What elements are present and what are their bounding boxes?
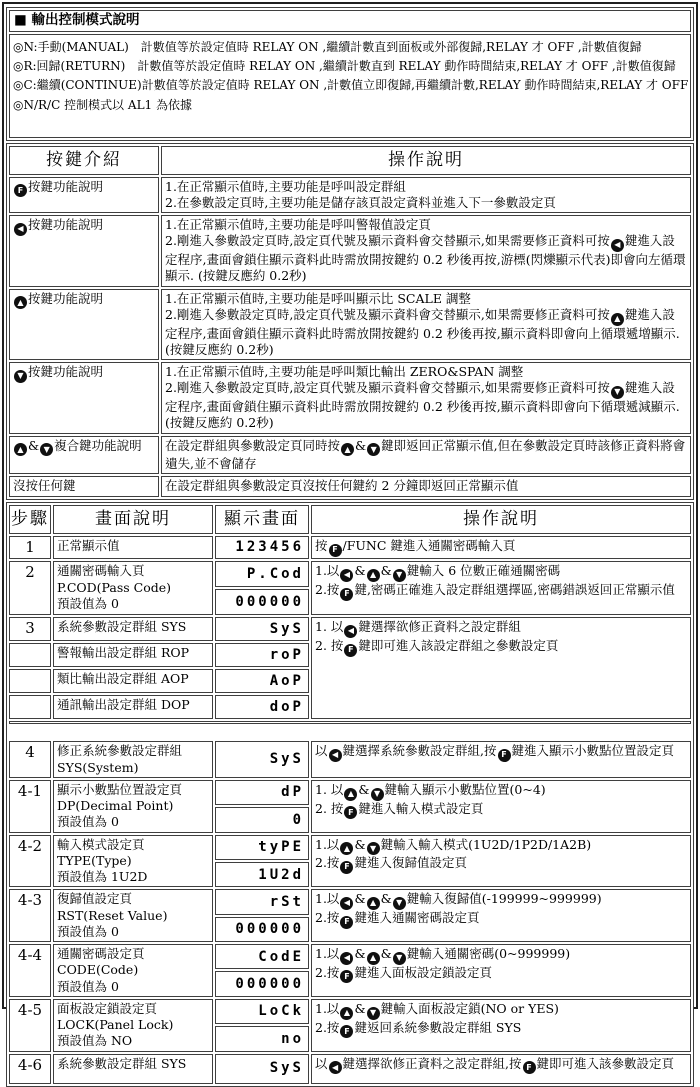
operation-description: 1.以 ◀ & ▲ & ▼ 鍵輸入復歸值(-199999~999999) 2.按 F 鍵進入通關密碼設定頁 (311, 889, 691, 942)
up-key-icon: ▲ (341, 443, 354, 456)
display-stack (215, 999, 309, 1052)
left-key-icon: ◀ (14, 223, 27, 236)
table-separator (9, 721, 691, 724)
down-key-icon: ▼ (611, 386, 624, 399)
output-mode-body (9, 34, 691, 138)
seven-segment-display: P.Cod (215, 561, 309, 587)
output-mode-line-return: ◎R:回歸(RETURN) 計數值等於設定值時 RELAY ON ,繼續計數直到 RELAY 動作時間結束,RELAY 才 OFF ,計數值復歸 (13, 58, 676, 73)
key-label-down: ▼ 按鍵功能說明 (9, 362, 159, 433)
up-key-icon: ▲ (611, 313, 624, 326)
step-number-empty (9, 695, 51, 719)
step-number: 4 (9, 741, 51, 778)
seven-segment-display: SyS (215, 617, 309, 641)
func-key-icon: F (340, 970, 353, 983)
left-key-icon: ◀ (329, 1061, 342, 1074)
left-key-icon: ◀ (344, 625, 357, 638)
seven-segment-display: 000000 (215, 971, 309, 996)
left-key-icon: ◀ (340, 897, 353, 910)
step-number: 4-2 (9, 835, 51, 888)
operation-description: 1.以 ◀ & ▲ & ▼ 鍵輸入通關密碼(0~999999) 2.按 F 鍵進入面板設定鎖設定頁 (311, 944, 691, 997)
steps-header-screen: 畫面說明 (53, 505, 213, 534)
key-description-up: 1.在正常顯示值時,主要功能是呼叫顯示比 SCALE 調整 2.剛進入參數設定頁時,設定頁代號及顯示資料會交替顯示,如果需要修正資料可按 ▲ 鍵進入設定程序,畫面會鎖住顯示資料此時需放開按鍵約 0.2 秒後再按,顯示資料即會向上循環遞增顯示. (按鍵反應約 0.2秒) (161, 289, 691, 360)
func-key-icon: F (340, 1025, 353, 1038)
down-key-icon: ▼ (393, 569, 406, 582)
operation-description: 1. 以 ▲ & ▼ 鍵輸入顯示小數點位置(0~4) 2. 按 F 鍵進入輸入模式設定頁 (311, 780, 691, 833)
left-key-icon: ◀ (340, 569, 353, 582)
key-label-left: ◀ 按鍵功能說明 (9, 215, 159, 286)
output-mode-section (6, 7, 694, 141)
screen-description: 通關密碼輸入頁 P.COD(Pass Code) 預設值為 0 (53, 561, 213, 615)
up-key-icon: ▲ (14, 443, 27, 456)
seven-segment-display: LoCk (215, 999, 309, 1024)
down-key-icon: ▼ (393, 952, 406, 965)
output-mode-title: ■ 輸出控制模式說明 (9, 10, 691, 32)
key-description-func: 1.在正常顯示值時,主要功能是呼叫設定群組 2.在參數設定頁時,主要功能是儲存該頁設定資料並進入下一參數設定頁 (161, 177, 691, 214)
seven-segment-display: 1U2d (215, 862, 309, 887)
screen-description: 輸入模式設定頁 TYPE(Type) 預設值為 1U2D (53, 835, 213, 888)
step-number: 4-3 (9, 889, 51, 942)
output-mode-line-nrc: ◎N/R/C 控制模式以 AL1 為依據 (13, 97, 192, 112)
up-key-icon: ▲ (367, 897, 380, 910)
seven-segment-display: tyPE (215, 835, 309, 860)
step-number: 3 (9, 617, 51, 641)
key-description-combo: 在設定群組與參數設定頁同時按 ▲ & ▼ 鍵即返回正常顯示值,但在參數設定頁時該修正資料將會遺失,並不會儲存 (161, 436, 691, 475)
step-number: 1 (9, 536, 51, 560)
down-key-icon: ▼ (367, 443, 380, 456)
screen-description: 通關密碼設定頁 CODE(Code) 預設值為 0 (53, 944, 213, 997)
seven-segment-display: roP (215, 643, 309, 667)
seven-segment-display: SyS (215, 1054, 309, 1084)
step-number: 4-1 (9, 780, 51, 833)
up-key-icon: ▲ (367, 952, 380, 965)
func-key-icon: F (523, 1061, 536, 1074)
up-key-icon: ▲ (340, 1007, 353, 1020)
seven-segment-display: doP (215, 695, 309, 719)
operation-description: 1.以 ▲ & ▼ 鍵輸入輸入模式(1U2D/1P2D/1A2B) 2.按 F 鍵進入復歸值設定頁 (311, 835, 691, 888)
key-label-nokey: 沒按任何鍵 (9, 476, 159, 496)
steps-header-step: 步驟 (9, 505, 51, 534)
seven-segment-display: CodE (215, 944, 309, 969)
down-key-icon: ▼ (40, 443, 53, 456)
seven-segment-display: 0 (215, 807, 309, 832)
step-number: 4-4 (9, 944, 51, 997)
func-key-icon: F (344, 806, 357, 819)
seven-segment-display: AoP (215, 669, 309, 693)
down-key-icon: ▼ (367, 1007, 380, 1020)
keys-header-operation: 操作說明 (161, 146, 691, 175)
step-number: 4-6 (9, 1054, 51, 1084)
seven-segment-display: no (215, 1026, 309, 1051)
func-key-icon: F (340, 861, 353, 874)
seven-segment-display: SyS (215, 741, 309, 778)
up-key-icon: ▲ (14, 296, 27, 309)
down-key-icon: ▼ (14, 370, 27, 383)
down-key-icon: ▼ (393, 897, 406, 910)
output-mode-line-manual: ◎N:手動(MANUAL) 計數值等於設定值時 RELAY ON ,繼續計數直到面板或外部復歸,RELAY 才 OFF ,計數值復歸 (13, 39, 642, 54)
operation-description: 以 ◀ 鍵選擇系統參數設定群組,按 F 鍵進入顯示小數點位置設定頁 (311, 741, 691, 778)
screen-description: 類比輸出設定群組 AOP (53, 669, 213, 693)
key-label-combo: ▲ & ▼ 複合鍵功能說明 (9, 436, 159, 475)
screen-description: 通訊輸出設定群組 DOP (53, 695, 213, 719)
manual-page (2, 2, 698, 1077)
display-stack (215, 944, 309, 997)
step-number: 4-5 (9, 999, 51, 1052)
left-key-icon: ◀ (611, 239, 624, 252)
up-key-icon: ▲ (344, 788, 357, 801)
operation-description: 1.以 ◀ & ▲ & ▼ 鍵輸入 6 位數正確通關密碼 2.按 F 鍵,密碼正確進入設定群組選擇區,密碼錯誤返回正常顯示值 (311, 561, 691, 615)
operation-description: 1.以 ▲ & ▼ 鍵輸入面板設定鎖(NO or YES) 2.按 F 鍵返回系統參數設定群組 SYS (311, 999, 691, 1052)
screen-description: 復歸值設定頁 RST(Reset Value) 預設值為 0 (53, 889, 213, 942)
key-description-nokey: 在設定群組與參數設定頁沒按任何鍵約 2 分鐘即返回正常顯示值 (161, 476, 691, 496)
func-key-icon: F (340, 588, 353, 601)
screen-description: 面板設定鎖設定頁 LOCK(Panel Lock) 預設值為 NO (53, 999, 213, 1052)
steps-table (6, 502, 694, 1087)
up-key-icon: ▲ (340, 842, 353, 855)
screen-description: 修正系統參數設定群組 SYS(System) (53, 741, 213, 778)
seven-segment-display: 000000 (215, 589, 309, 615)
step-number: 2 (9, 561, 51, 615)
left-key-icon: ◀ (329, 749, 342, 762)
down-key-icon: ▼ (367, 842, 380, 855)
screen-description: 正常顯示值 (53, 536, 213, 560)
seven-segment-display: 000000 (215, 917, 309, 942)
step-number-empty (9, 669, 51, 693)
func-key-icon: F (14, 184, 27, 197)
left-key-icon: ◀ (340, 952, 353, 965)
func-key-icon: F (344, 644, 357, 657)
step-number-empty (9, 643, 51, 667)
key-label-up: ▲ 按鍵功能說明 (9, 289, 159, 360)
output-mode-line-continue: ◎C:繼續(CONTINUE)計數值等於設定值時 RELAY ON ,計數值立即復歸,再繼續計數,RELAY 動作時間結束,RELAY 才 OFF (13, 78, 689, 93)
screen-description: 系統參數設定群組 SYS (53, 617, 213, 641)
seven-segment-display: 123456 (215, 536, 309, 560)
key-description-left: 1.在正常顯示值時,主要功能是呼叫警報值設定頁 2.剛進入參數設定頁時,設定頁代號及顯示資料會交替顯示,如果需要修正資料可按 ◀ 鍵進入設定程序,畫面會鎖住顯示資料此時需放開按鍵約 0.2 秒後再按,游標(閃爍顯示代表)即會向左循環顯示. (按鍵反應約 0.2秒) (161, 215, 691, 286)
func-key-icon: F (329, 544, 342, 557)
keys-table (6, 143, 694, 500)
down-key-icon: ▼ (371, 788, 384, 801)
up-key-icon: ▲ (367, 569, 380, 582)
seven-segment-display: dP (215, 780, 309, 805)
screen-description: 警報輸出設定群組 ROP (53, 643, 213, 667)
display-stack (215, 780, 309, 833)
seven-segment-display: rSt (215, 889, 309, 914)
key-label-func: F 按鍵功能說明 (9, 177, 159, 214)
steps-header-operation: 操作說明 (311, 505, 691, 534)
steps-header-display: 顯示畫面 (215, 505, 309, 534)
func-key-icon: F (340, 916, 353, 929)
screen-description: 系統參數設定群組 SYS (53, 1054, 213, 1084)
key-description-down: 1.在正常顯示值時,主要功能是呼叫類比輸出 ZERO&SPAN 調整 2.剛進入參數設定頁時,設定頁代號及顯示資料會交替顯示,如果需要修正資料可按 ▼ 鍵進入設定程序,畫面會鎖住顯示資料此時需放開按鍵約 0.2 秒後再按,顯示資料即會向下循環遞減顯示. (按鍵反應約 0.2秒) (161, 362, 691, 433)
screen-description: 顯示小數點位置設定頁 DP(Decimal Point) 預設值為 0 (53, 780, 213, 833)
display-stack (215, 561, 309, 615)
keys-header-intro: 按鍵介紹 (9, 146, 159, 175)
func-key-icon: F (498, 749, 511, 762)
display-stack (215, 889, 309, 942)
operation-description: 以 ◀ 鍵選擇欲修正資料之設定群組,按 F 鍵即可進入該參數設定頁 (311, 1054, 691, 1084)
operation-description: 1. 以 ◀ 鍵選擇欲修正資料之設定群組 2. 按 F 鍵即可進入該設定群組之參數設定頁 (311, 617, 691, 719)
display-stack (215, 835, 309, 888)
operation-description: 按 F /FUNC 鍵進入通關密碼輸入頁 (311, 536, 691, 560)
